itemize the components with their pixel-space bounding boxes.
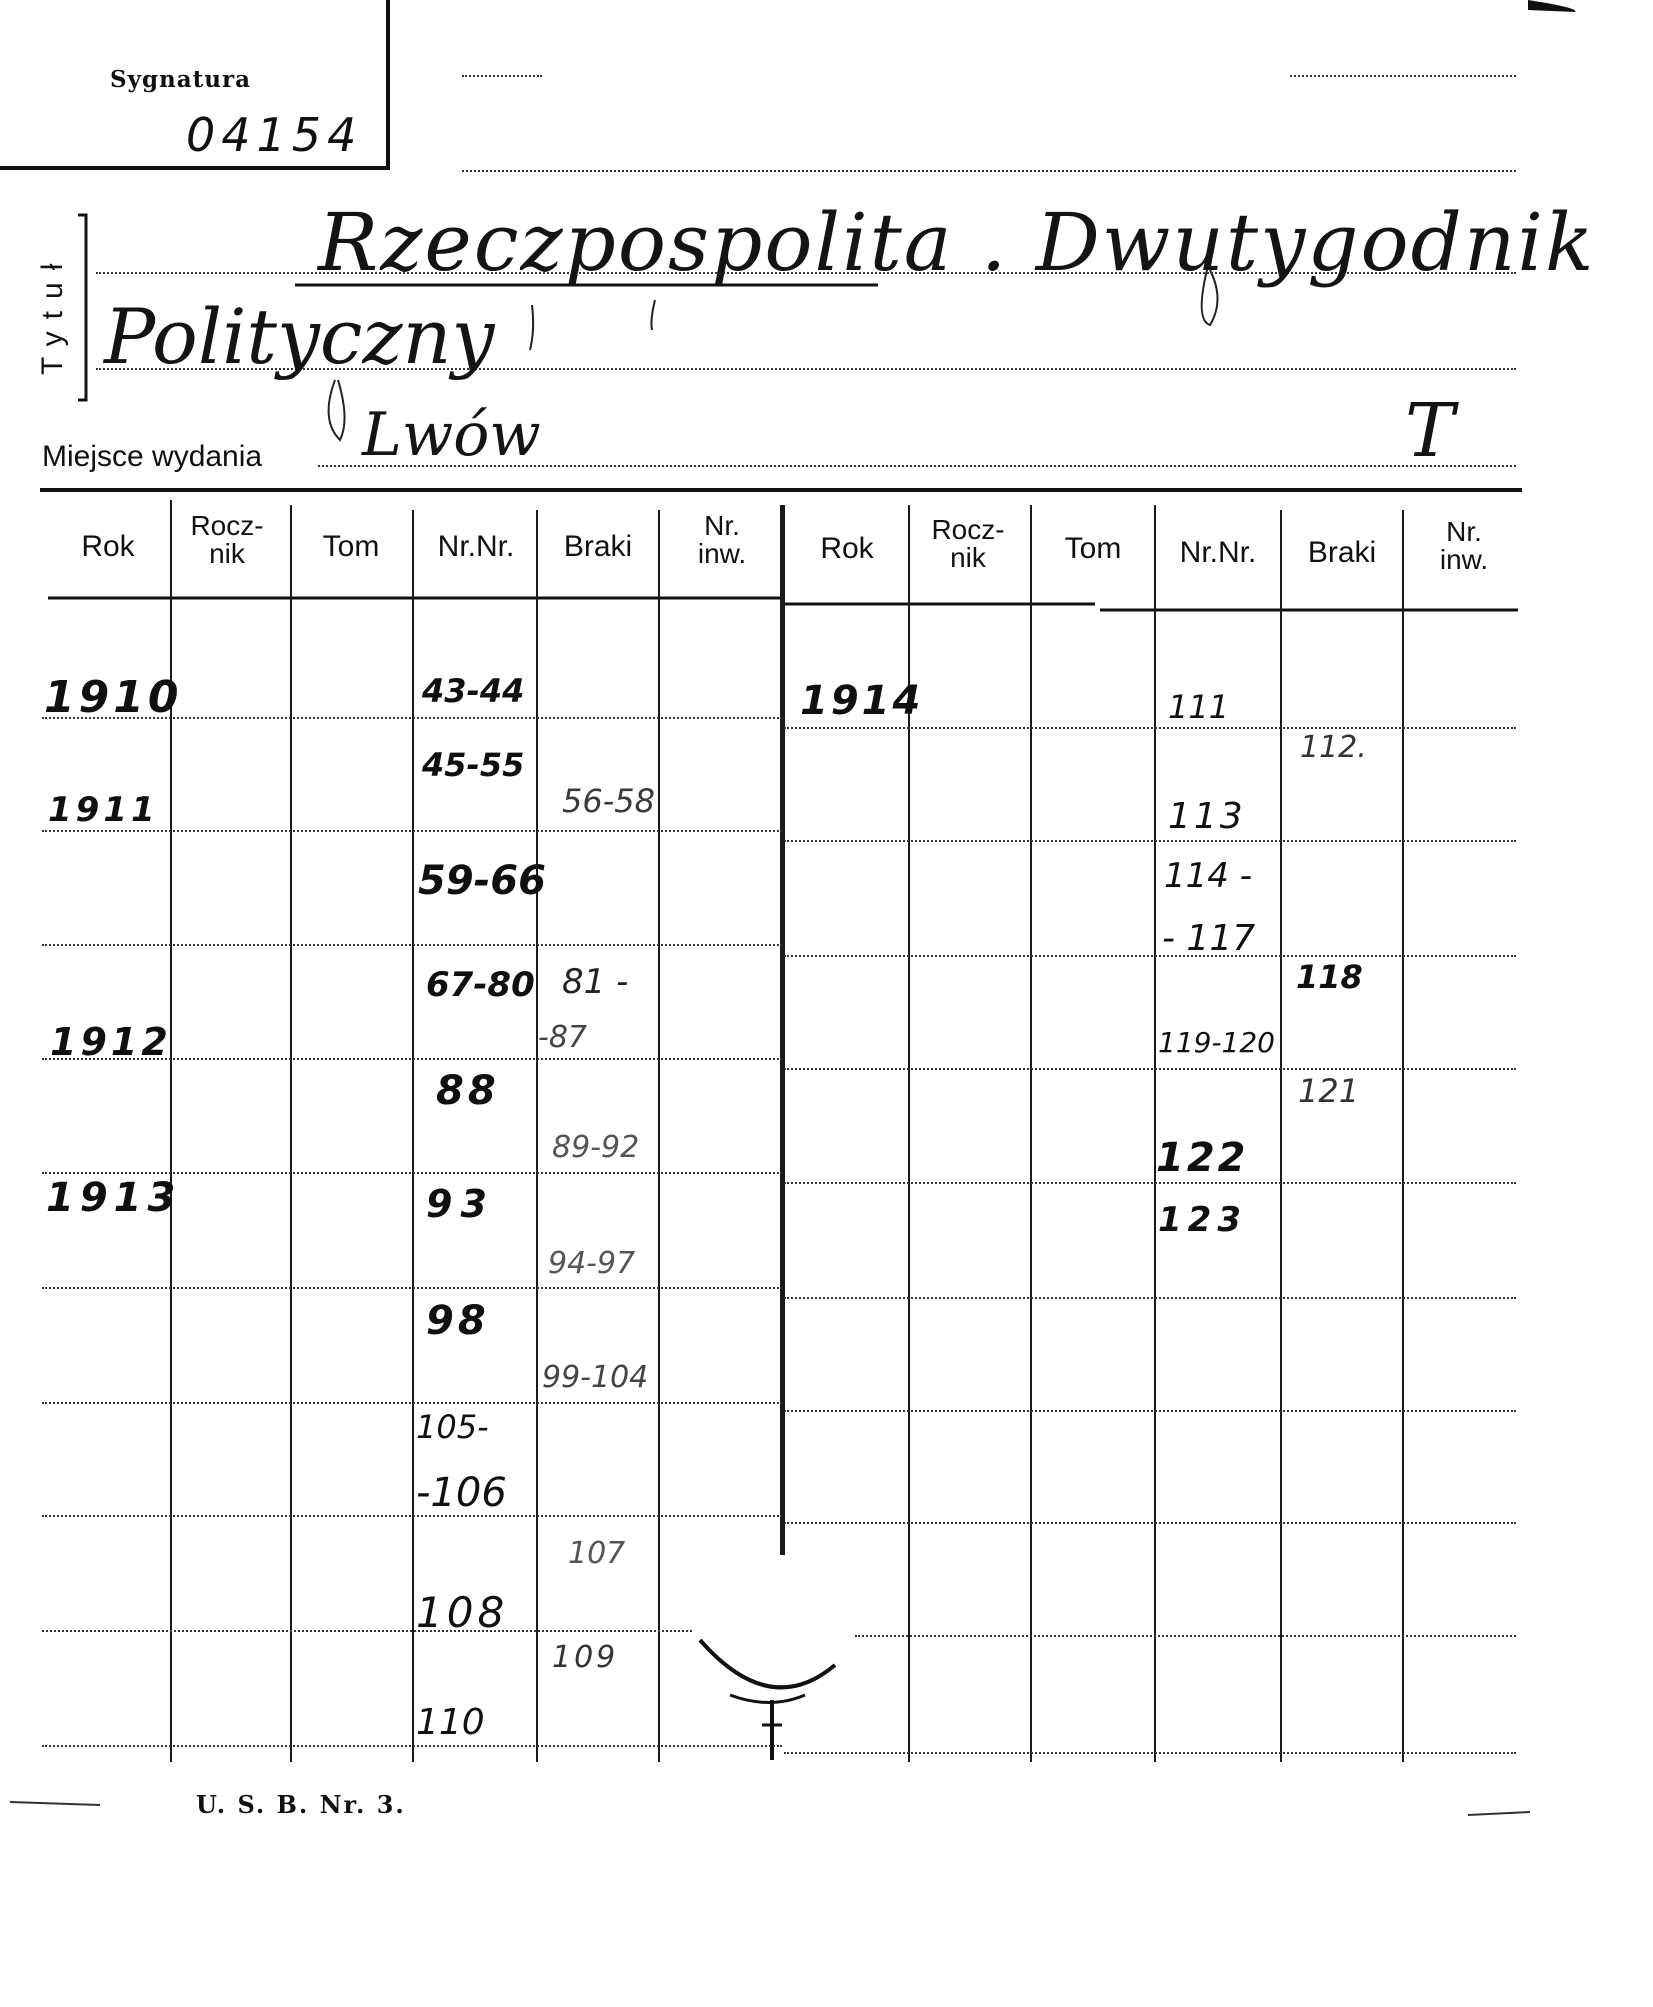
row-rule <box>42 1515 782 1517</box>
nrnr-cell: 114 - <box>1164 856 1252 896</box>
column-divider <box>1154 505 1156 1762</box>
nrnr-cell: 43-44 <box>422 672 525 710</box>
tytul-label: Tytuł <box>36 251 69 375</box>
braki-cell: 81 - <box>562 962 629 1002</box>
miejsce-label: Miejsce wydania <box>42 440 263 473</box>
center-divider <box>780 505 785 1555</box>
row-rule <box>42 1745 782 1747</box>
dotted-rule <box>462 170 1516 172</box>
braki-cell: 56-58 <box>562 782 655 820</box>
nrnr-cell: -106 <box>416 1470 507 1516</box>
header-braki-left: Braki <box>563 530 633 563</box>
dotted-rule <box>1290 75 1516 77</box>
braki-cell: 109 <box>552 1640 619 1675</box>
row-rule <box>42 1630 692 1632</box>
header-nrnr-left: Nr.Nr. <box>437 530 515 563</box>
sygnatura-value: 04154 <box>186 108 363 162</box>
row-rule <box>42 1402 782 1404</box>
row-rule <box>784 955 1516 957</box>
corner-scan-mark <box>1528 0 1575 12</box>
nrnr-cell: 113 <box>1168 796 1246 837</box>
column-divider <box>1030 505 1032 1762</box>
footer-form-number: U. S. B. Nr. 3. <box>196 1790 406 1819</box>
row-rule <box>784 1068 1516 1070</box>
braki-cell: 112. <box>1300 730 1367 765</box>
title-line2: Polityczny <box>104 292 495 381</box>
row-rule <box>855 1635 1516 1637</box>
nrnr-cell: 45-55 <box>422 746 525 784</box>
nrnr-cell: 119-120 <box>1158 1026 1275 1059</box>
rok-cell: 1912 <box>50 1020 172 1064</box>
row-rule <box>42 830 782 832</box>
braki-cell: 121 <box>1298 1072 1360 1110</box>
row-rule <box>42 1287 782 1289</box>
miejsce-value: Lwów <box>362 400 541 470</box>
nrnr-cell: 108 <box>416 1588 509 1637</box>
nrnr-cell: 67-80 <box>426 965 535 1005</box>
braki-cell: 99-104 <box>542 1360 649 1395</box>
row-rule <box>784 1752 1516 1754</box>
dotted-rule <box>462 75 542 77</box>
row-rule <box>42 944 782 946</box>
header-nrinw-right: Nr. inw. <box>1439 516 1489 575</box>
braki-cell: 89-92 <box>552 1130 640 1165</box>
row-rule <box>784 1297 1516 1299</box>
rok-cell: 1911 <box>48 790 159 830</box>
column-divider <box>1280 510 1282 1762</box>
nrnr-cell: 98 <box>426 1298 490 1344</box>
header-rocznik-left: Rocz- nik <box>190 510 264 569</box>
nrnr-cell: 111 <box>1168 688 1230 726</box>
braki-cell: -87 <box>538 1020 587 1055</box>
fold-mark <box>700 1640 835 1687</box>
header-rok-right: Rok <box>820 532 874 565</box>
row-rule <box>784 1182 1516 1184</box>
header-rocznik-right: Rocz- nik <box>931 514 1005 573</box>
braki-cell: 118 <box>1296 958 1363 996</box>
nrnr-cell: 93 <box>426 1182 495 1226</box>
rok-cell: 1910 <box>44 672 183 723</box>
row-rule <box>784 1522 1516 1524</box>
column-divider <box>536 510 538 1762</box>
row-rule <box>784 1410 1516 1412</box>
row-rule <box>42 1172 782 1174</box>
tytul-bracket <box>78 215 86 400</box>
column-divider <box>1402 510 1404 1762</box>
column-divider <box>412 510 414 1762</box>
header-braki-right: Braki <box>1307 536 1377 569</box>
nrnr-cell: 122 <box>1156 1135 1249 1181</box>
header-rok-left: Rok <box>81 530 135 563</box>
nrnr-cell: 105- <box>416 1408 489 1446</box>
row-rule <box>784 727 1516 729</box>
row-rule <box>784 840 1516 842</box>
header-nrinw-left: Nr. inw. <box>697 510 747 569</box>
header-tom-left: Tom <box>322 530 380 563</box>
column-divider <box>290 505 292 1762</box>
nrnr-cell: 88 <box>436 1068 500 1114</box>
rok-cell: 1913 <box>46 1175 182 1221</box>
rok-cell: 1914 <box>800 678 924 724</box>
nrnr-cell: - 117 <box>1162 918 1256 959</box>
column-divider <box>658 510 660 1762</box>
header-tom-right: Tom <box>1064 532 1122 565</box>
nrnr-cell: 110 <box>416 1702 485 1743</box>
sygnatura-label: Sygnatura <box>110 66 252 93</box>
braki-cell: 107 <box>568 1536 626 1571</box>
nrnr-cell: 59-66 <box>418 858 546 904</box>
header-nrnr-right: Nr.Nr. <box>1179 536 1257 569</box>
braki-cell: 94-97 <box>548 1246 636 1281</box>
nrnr-cell: 123 <box>1158 1200 1247 1240</box>
corner-mark: T <box>1405 388 1455 474</box>
title-line1: Rzeczpospolita . Dwutygodnik <box>318 196 1596 289</box>
